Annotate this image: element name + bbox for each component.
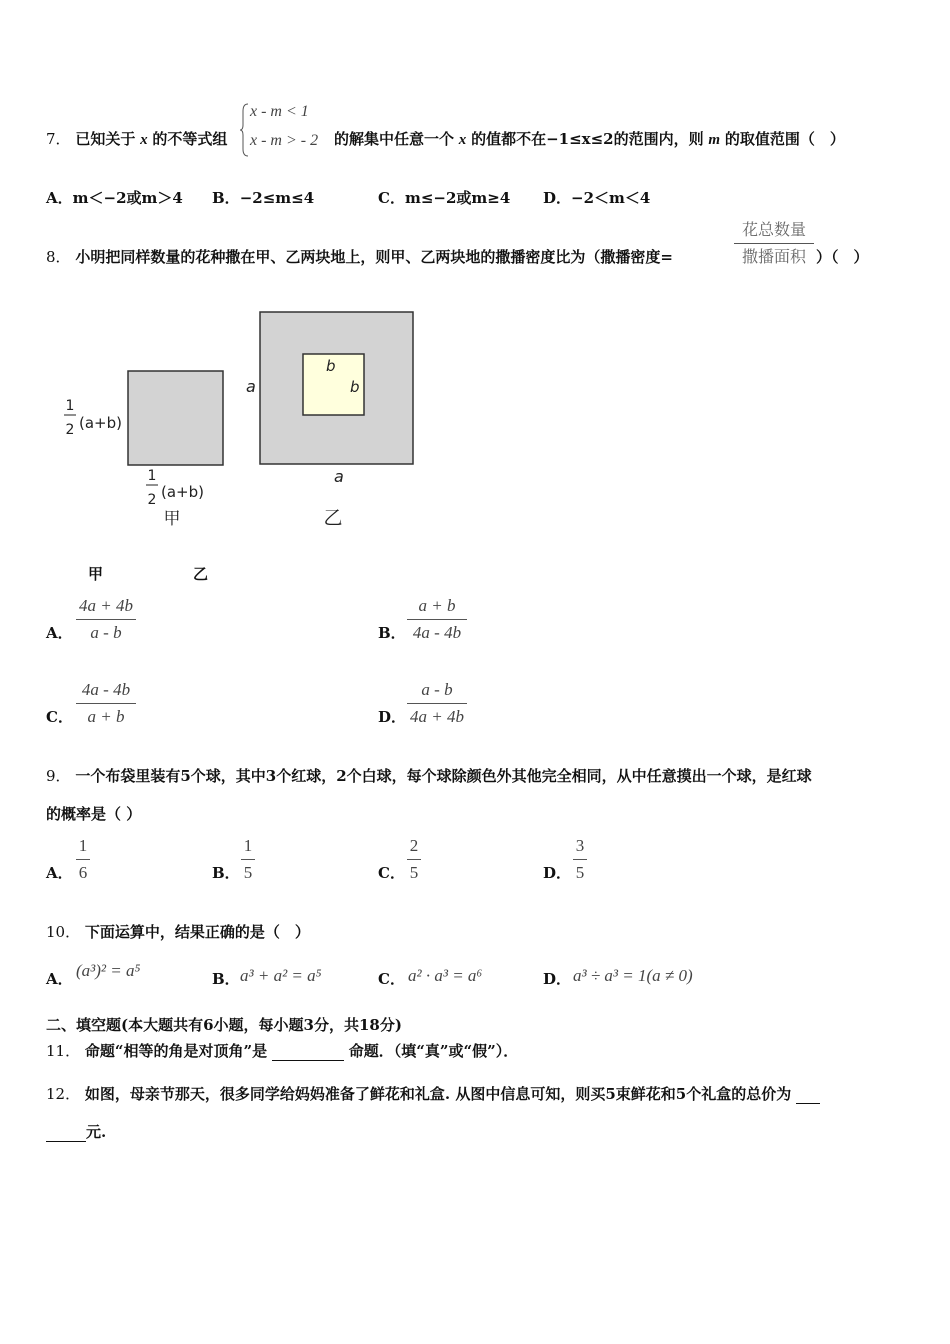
q7-var-m: m — [708, 132, 721, 148]
q8-option-a-frac: 4a + 4b a - b — [76, 594, 136, 645]
jia-bottom-expr: (a+b) — [161, 483, 204, 501]
jia-label: 甲 — [163, 509, 181, 529]
q7-option-a: A．m＜−2或m＞4 — [46, 189, 183, 207]
q10-option-a-expr: (a³)² = a⁵ — [76, 961, 141, 980]
q7-var-x: x — [140, 132, 148, 148]
q11-number: 11． — [46, 1042, 81, 1060]
q7-number: 7． — [46, 130, 71, 148]
q10-option-c-expr: a² · a³ = a⁶ — [408, 966, 483, 985]
q12-line1 — [46, 1083, 820, 1104]
q8-option-d-label: D． — [378, 708, 407, 726]
q9-option-c-frac: 2 5 — [407, 834, 421, 885]
q8-density-fraction — [734, 218, 814, 269]
q8-option-c-label: C． — [46, 708, 73, 726]
q8-option-b-frac: a + b 4a - 4b — [407, 594, 467, 645]
q8-caption-yi: 乙 — [193, 565, 209, 583]
q7-text-after: 的解集中任意一个 — [334, 130, 455, 148]
q7-option-d: D．−2＜m＜4 — [543, 189, 651, 207]
q9-option-d-label: D． — [543, 864, 572, 882]
q12-line2 — [46, 1121, 106, 1142]
q8-option-a-label: A． — [46, 624, 73, 642]
q8-option-b-label: B． — [378, 624, 406, 642]
q12-text-line1: 如图，母亲节那天，很多同学给妈妈准备了鲜花和礼盒. 从图中信息可知，则买5束鲜花和5个礼盒的总价为 — [84, 1085, 792, 1103]
q11-text-before: 命题“相等的角是对顶角”是 — [84, 1042, 268, 1060]
yi-inner-b-right: b — [350, 378, 360, 396]
q7-system-line2: x - m > - 2 — [250, 132, 319, 149]
q7-text-after2: 的值都不在−1≤x≤2的范围内，则 — [471, 130, 704, 148]
q9-option-c-label: C． — [378, 864, 405, 882]
q8-figure — [55, 300, 435, 540]
q11-line — [46, 1040, 518, 1061]
q9-text-line2: 的概率是（ ） — [46, 805, 142, 823]
yi-side-a: a — [246, 377, 256, 396]
q8-text-end: ）（ ） — [816, 248, 869, 266]
q7-line — [46, 128, 227, 149]
q9-option-b-label: B． — [212, 864, 240, 882]
q7-text-before: 已知关于 — [75, 130, 136, 148]
q9-option-d-frac: 3 5 — [573, 834, 587, 885]
q11-answer-blank[interactable] — [272, 1042, 344, 1061]
q9-number: 9． — [46, 767, 71, 785]
q9-option-a-frac: 1 6 — [76, 834, 90, 885]
yi-bottom-a: a — [334, 467, 344, 486]
q10-option-b-label: B． — [212, 970, 240, 988]
q7-text-mid: 的不等式组 — [152, 130, 228, 148]
q7-var-x2: x — [458, 132, 467, 148]
q10-line — [46, 921, 310, 942]
q10-option-d-label: D． — [543, 970, 572, 988]
jia-side-den: 2 — [65, 422, 75, 438]
q8-text: 小明把同样数量的花种撒在甲、乙两块地上，则甲、乙两块地的撒播密度比为（撒播密度= — [75, 248, 673, 266]
q9-line1 — [46, 765, 812, 786]
yi-label: 乙 — [323, 507, 343, 529]
q10-option-d-expr: a³ ÷ a³ = 1(a ≠ 0) — [573, 966, 693, 985]
q8-frac-den: 撒播面积 — [741, 247, 806, 266]
q9-option-b-frac: 1 5 — [241, 834, 255, 885]
q8-option-c-frac: 4a - 4b a + b — [76, 678, 136, 729]
q7-option-b: B．−2≤m≤4 — [212, 189, 315, 207]
q10-option-b-expr: a³ + a² = a⁵ — [240, 966, 322, 985]
q7-text-end: 的取值范围（ ） — [724, 130, 845, 148]
q10-text: 下面运算中，结果正确的是（ ） — [84, 923, 310, 941]
q10-option-c-label: C． — [378, 970, 405, 988]
jia-square — [128, 371, 223, 465]
q8-line — [46, 246, 673, 267]
jia-side-expr: (a+b) — [79, 414, 122, 432]
q8-caption-jia: 甲 — [88, 565, 104, 583]
q8-number: 8． — [46, 248, 71, 266]
q12-text-end: 元. — [86, 1123, 107, 1141]
q9-option-a-label: A． — [46, 864, 73, 882]
q10-option-a-label: A． — [46, 970, 73, 988]
jia-bottom-num: 1 — [147, 468, 157, 484]
q7-system — [240, 101, 336, 159]
q7-system-line1: x - m < 1 — [250, 103, 309, 120]
q12-number: 12． — [46, 1085, 81, 1103]
q9-text-line1: 一个布袋里装有5个球，其中3个红球，2个白球，每个球除颜色外其他完全相同，从中任意摸出一个球，是红球 — [75, 767, 812, 785]
section2-heading: 二、填空题(本大题共有6小题，每小题3分，共18分) — [46, 1016, 402, 1034]
q8-option-d-frac: a - b 4a + 4b — [407, 678, 467, 729]
q12-answer-blank-2[interactable] — [46, 1123, 86, 1142]
q10-number: 10． — [46, 923, 81, 941]
jia-bottom-den: 2 — [147, 492, 157, 508]
yi-inner-b-top: b — [326, 357, 336, 375]
q7-option-c: C．m≤−2或m≥4 — [378, 189, 511, 207]
jia-side-num: 1 — [65, 398, 75, 414]
q8-frac-num: 花总数量 — [741, 220, 806, 239]
q12-answer-blank-1[interactable] — [796, 1085, 820, 1104]
q11-text-after: 命题．（填“真”或“假”）． — [348, 1042, 519, 1060]
q7-brace-icon — [240, 101, 250, 159]
q7-line-cont — [334, 128, 845, 149]
